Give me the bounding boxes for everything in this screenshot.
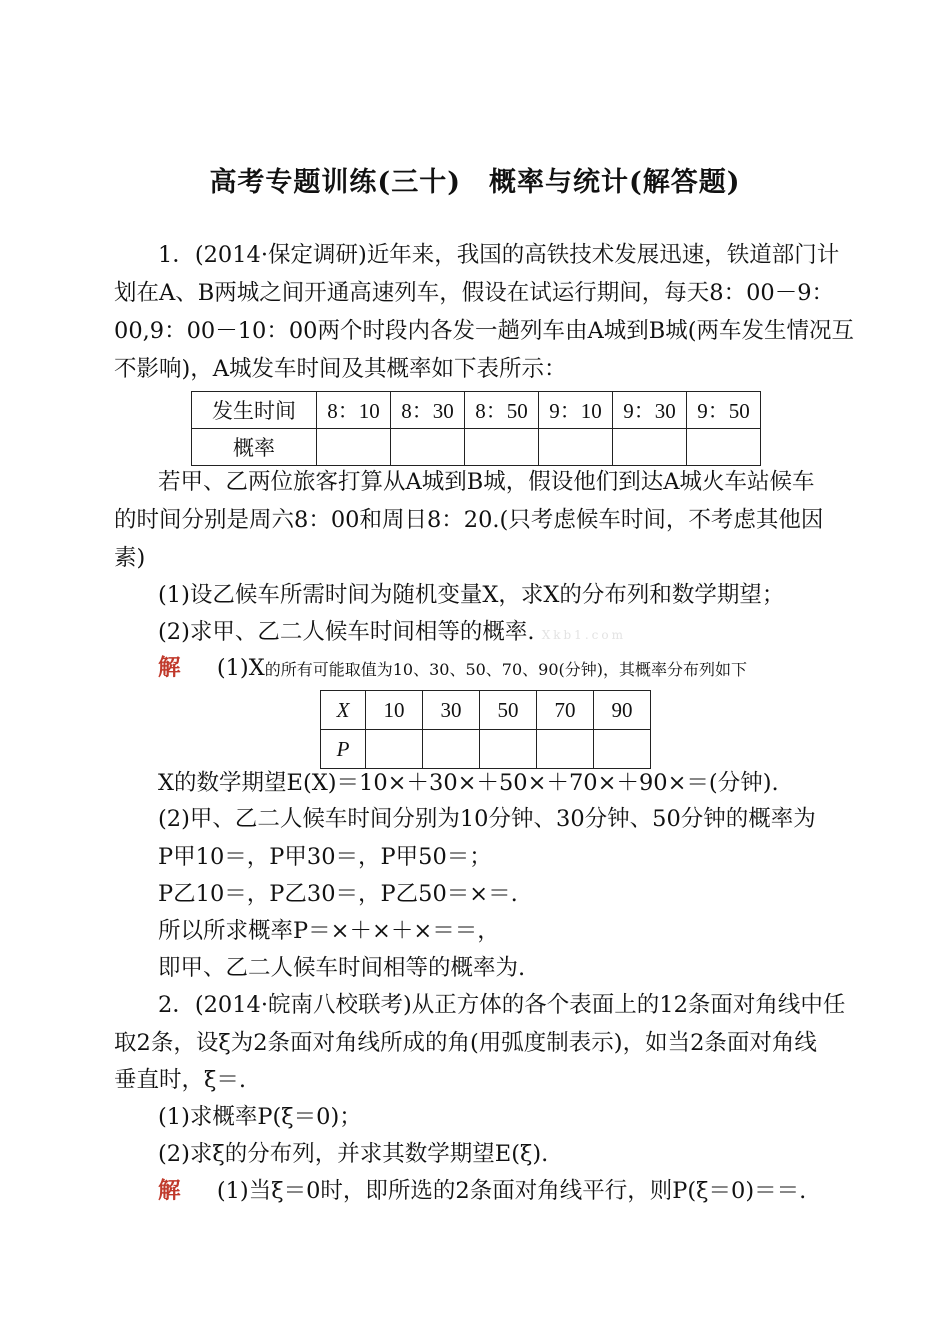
table-cell xyxy=(317,429,391,466)
q1-line-1: 1．(2014·保定调研)近年来，我国的高铁技术发展迅速，铁道部门计 xyxy=(158,242,840,268)
table-cell xyxy=(537,730,594,769)
sol1-line-1 xyxy=(158,653,747,685)
table-header-cell: X xyxy=(321,691,366,730)
q1-line-2: 划在A、B两城之间开通高速列车，假设在试运行期间，每天8：00－9： xyxy=(114,280,835,306)
table-header-cell: 发生时间 xyxy=(192,392,317,429)
table-cell xyxy=(391,429,465,466)
q2-line-3: 垂直时，ξ＝. xyxy=(114,1067,247,1093)
q1-after-line-1: 若甲、乙两位旅客打算从A城到B城，假设他们到达A城火车站候车 xyxy=(158,469,815,495)
sol2-line-1 xyxy=(158,1176,806,1206)
sol1-line-1-main: (1)X xyxy=(216,655,265,681)
q2-line-1: 2．(2014·皖南八校联考)从正方体的各个表面上的12条面对角线中任 xyxy=(158,992,846,1018)
table-row-label: 概率 xyxy=(192,429,317,466)
table-row xyxy=(192,392,761,429)
sol1-line-2: X的数学期望E(X)＝10×＋30×＋50×＋70×＋90×＝(分钟). xyxy=(158,770,779,796)
table-cell xyxy=(423,730,480,769)
table-value-cell: 10 xyxy=(366,691,423,730)
distribution-table xyxy=(320,690,651,769)
table-time-cell: 9：50 xyxy=(687,392,761,429)
solution-label: 解 xyxy=(158,1178,181,1204)
sol1-line-7: 即甲、乙二人候车时间相等的概率为. xyxy=(158,955,526,981)
departure-time-table xyxy=(191,391,761,466)
sol1-line-6: 所以所求概率P＝×＋×＋×＝＝， xyxy=(158,918,500,944)
table-row-label: P xyxy=(321,730,366,769)
table-cell xyxy=(480,730,537,769)
table-cell xyxy=(594,730,651,769)
table-value-cell: 50 xyxy=(480,691,537,730)
table-row xyxy=(321,730,651,769)
q1-line-3: 00,9：00－10：00两个时段内各发一趟列车由A城到B城(两车发生情况互 xyxy=(114,318,855,344)
table-time-cell: 9：10 xyxy=(539,392,613,429)
q1-part-2-text: (2)求甲、乙二人候车时间相等的概率. xyxy=(158,619,535,645)
table-value-cell: 70 xyxy=(537,691,594,730)
q2-part-1: (1)求概率P(ξ＝0)； xyxy=(158,1104,362,1130)
table-cell xyxy=(613,429,687,466)
watermark: Xkb1.com xyxy=(541,628,626,642)
solution-label: 解 xyxy=(158,655,181,681)
table-value-cell: 90 xyxy=(594,691,651,730)
q2-part-2: (2)求ξ的分布列，并求其数学期望E(ξ). xyxy=(158,1141,549,1167)
table-value-cell: 30 xyxy=(423,691,480,730)
sol1-line-1-small: 的所有可能取值为10、30、50、70、90(分钟)，其概率分布列如下 xyxy=(264,660,748,679)
sol1-line-4: P甲10＝，P甲30＝，P甲50＝； xyxy=(158,844,492,870)
q1-after-line-3: 素) xyxy=(114,545,146,571)
table-cell xyxy=(465,429,539,466)
q1-part-1: (1)设乙候车所需时间为随机变量X，求X的分布列和数学期望； xyxy=(158,582,785,608)
table-time-cell: 9：30 xyxy=(613,392,687,429)
page-title: 高考专题训练(三十) 概率与统计(解答题) xyxy=(209,167,741,198)
table-time-cell: 8：50 xyxy=(465,392,539,429)
q2-line-2: 取2条，设ξ为2条面对角线所成的角(用弧度制表示)，如当2条面对角线 xyxy=(114,1030,817,1056)
sol1-line-3: (2)甲、乙二人候车时间分别为10分钟、30分钟、50分钟的概率为 xyxy=(158,806,816,832)
table-row xyxy=(192,429,761,466)
q1-after-line-2: 的时间分别是周六8：00和周日8：20.(只考虑候车时间，不考虑其他因 xyxy=(114,507,824,533)
table-cell xyxy=(687,429,761,466)
table-cell xyxy=(539,429,613,466)
table-cell xyxy=(366,730,423,769)
table-row xyxy=(321,691,651,730)
sol1-line-5: P乙10＝，P乙30＝，P乙50＝×＝. xyxy=(158,881,518,907)
q1-line-4: 不影响)，A城发车时间及其概率如下表所示： xyxy=(114,356,567,382)
q1-part-2 xyxy=(158,617,626,650)
table-time-cell: 8：10 xyxy=(317,392,391,429)
table-time-cell: 8：30 xyxy=(391,392,465,429)
sol2-text: (1)当ξ＝0时，即所选的2条面对角线平行，则P(ξ＝0)＝＝. xyxy=(216,1178,807,1204)
